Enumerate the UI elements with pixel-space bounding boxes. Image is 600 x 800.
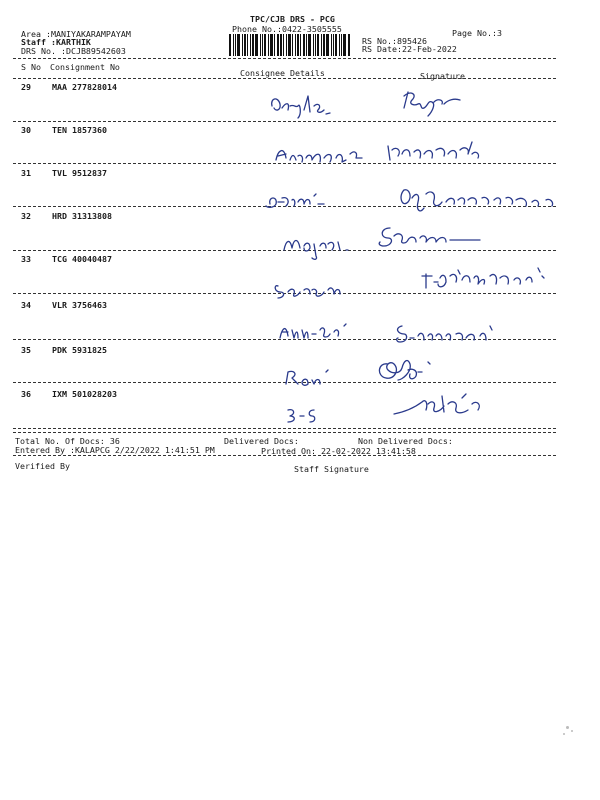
- row-consignment-no: TEN 1857360: [52, 125, 107, 135]
- rs-date: RS Date:22-Feb-2022: [362, 44, 457, 54]
- row-s-no: 33: [21, 254, 31, 264]
- receiver-handwritten-signature: [418, 262, 558, 296]
- divider: [13, 455, 556, 456]
- row-consignment-no: PDK 5931825: [52, 345, 107, 355]
- page-number: Page No.:3: [452, 28, 502, 38]
- consignee-handwritten-signature: [284, 404, 324, 426]
- consignee-handwritten-signature: [282, 364, 342, 388]
- entered-by: Entered By :KALAPCG 2/22/2022 1:41:51 PM: [15, 445, 215, 455]
- drs-number: DRS No. :DCJB89542603: [21, 46, 126, 56]
- scan-speck: [563, 733, 565, 735]
- row-s-no: 36: [21, 389, 31, 399]
- row-s-no: 35: [21, 345, 31, 355]
- scan-speck: [571, 730, 573, 732]
- divider: [13, 58, 556, 59]
- divider: [13, 428, 556, 429]
- row-consignment-no: TVL 9512837: [52, 168, 107, 178]
- barcode: [229, 34, 354, 56]
- verified-by: Verified By: [15, 461, 70, 471]
- total-docs: Total No. Of Docs: 36: [15, 436, 120, 446]
- receiver-handwritten-signature: [398, 86, 472, 120]
- row-consignment-no: HRD 31313808: [52, 211, 112, 221]
- receiver-handwritten-signature: [392, 390, 492, 420]
- scan-speck: [566, 726, 569, 729]
- row-s-no: 30: [21, 125, 31, 135]
- non-delivered-docs: Non Delivered Docs:: [358, 436, 453, 446]
- delivered-docs: Delivered Docs:: [224, 436, 299, 446]
- row-consignment-no: IXM 501028203: [52, 389, 117, 399]
- receiver-handwritten-signature: [384, 136, 488, 166]
- col-header-consignment: Consignment No: [50, 62, 120, 72]
- row-s-no: 31: [21, 168, 31, 178]
- consignee-handwritten-signature: [276, 316, 356, 342]
- document-title: TPC/CJB DRS - PCG: [250, 14, 335, 24]
- row-consignment-no: TCG 40040487: [52, 254, 112, 264]
- row-consignment-no: MAA 277828014: [52, 82, 117, 92]
- row-consignment-no: VLR 3756463: [52, 300, 107, 310]
- receiver-handwritten-signature: [376, 222, 486, 252]
- row-s-no: 34: [21, 300, 31, 310]
- row-s-no: 29: [21, 82, 31, 92]
- receiver-handwritten-signature: [372, 350, 442, 390]
- col-header-s-no: S No: [21, 62, 41, 72]
- receiver-handwritten-signature: [396, 180, 566, 220]
- col-header-signature: Signature: [420, 71, 465, 81]
- divider: [13, 432, 556, 433]
- consignee-handwritten-signature: [280, 230, 370, 256]
- area-label: Area :MANIYAKARAMPAYAM: [21, 29, 131, 39]
- staff-label: Staff :KARTHIK: [21, 37, 91, 47]
- phone-number: Phone No.:0422-3505555: [232, 24, 342, 34]
- col-header-consignee: Consignee Details: [240, 68, 325, 78]
- rs-number: RS No.:895426: [362, 36, 427, 46]
- divider: [13, 78, 556, 79]
- consignee-handwritten-signature: [264, 188, 354, 212]
- consignee-handwritten-signature: [272, 140, 368, 170]
- consignee-handwritten-signature: [272, 274, 352, 300]
- consignee-handwritten-signature: [268, 92, 338, 122]
- row-s-no: 32: [21, 211, 31, 221]
- receiver-handwritten-signature: [392, 320, 502, 348]
- printed-on: Printed On: 22-02-2022 13:41:58: [261, 446, 416, 456]
- staff-signature: Staff Signature: [294, 464, 369, 474]
